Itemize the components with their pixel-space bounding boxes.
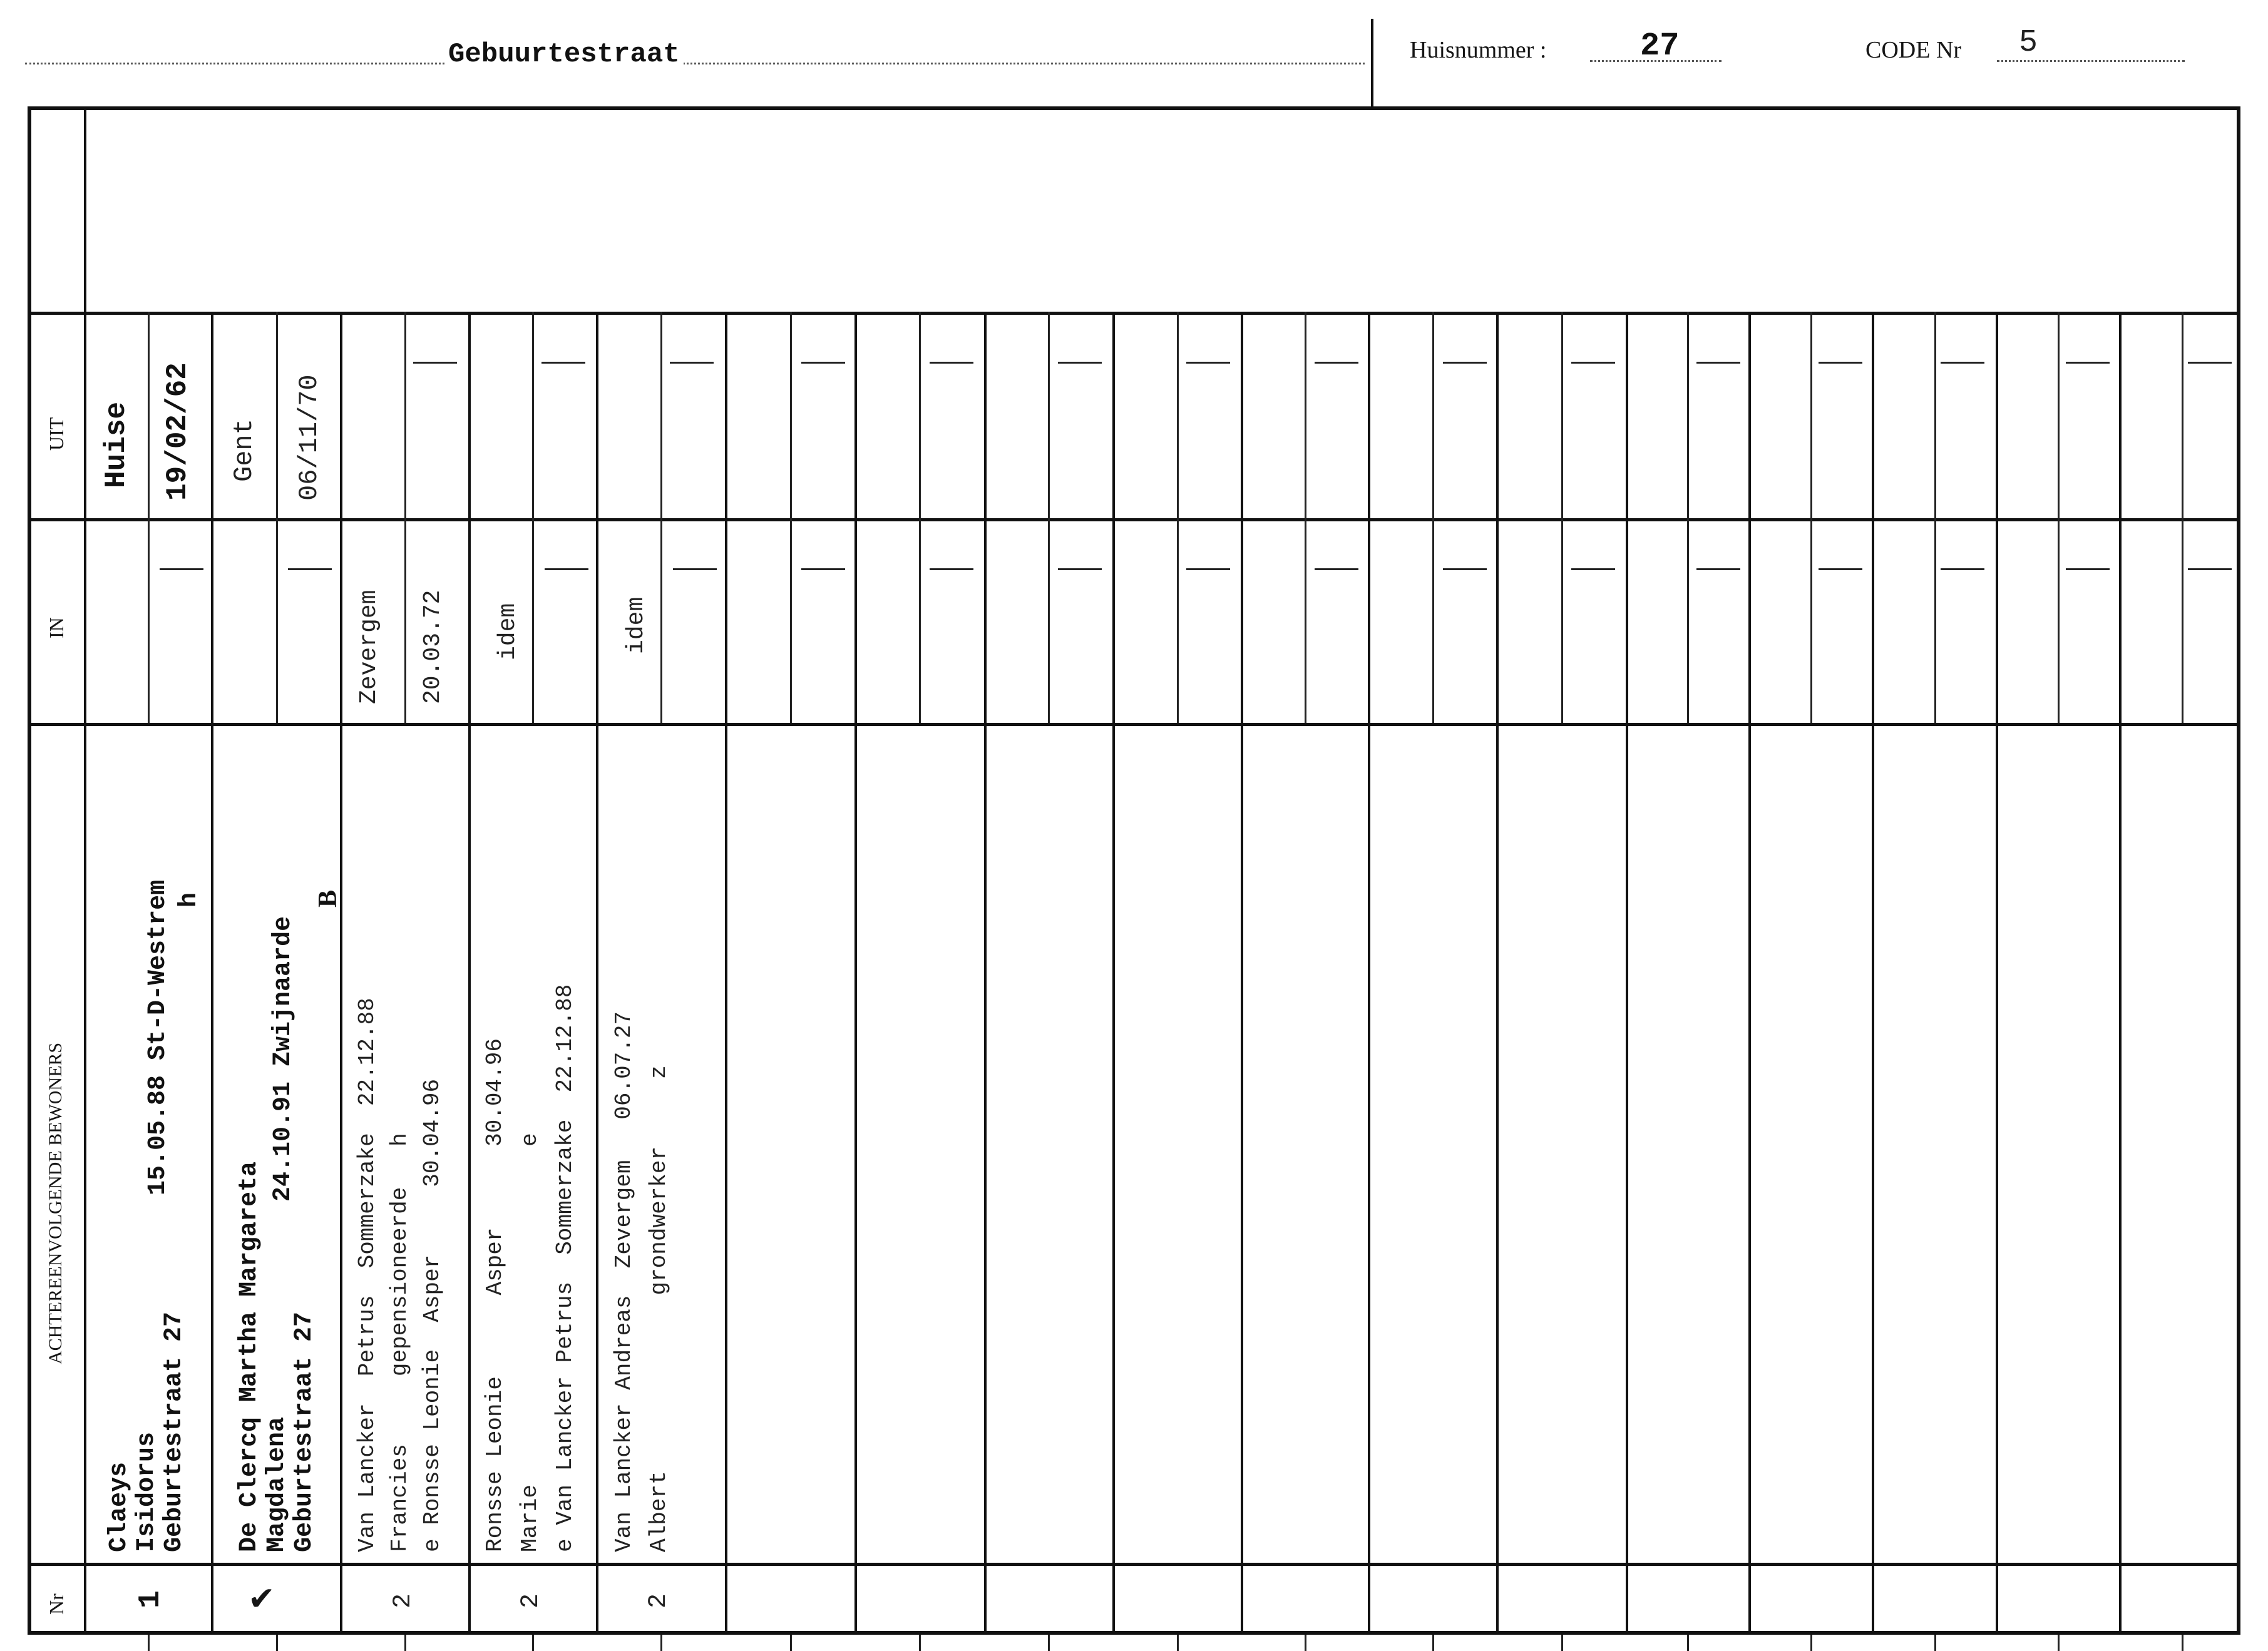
sub-column-divider (1432, 312, 1434, 723)
row-label-residents: ACHTEREENVOLGENDE BEWONERS (45, 1042, 66, 1364)
uit-empty-dash (1819, 362, 1862, 364)
column-divider (211, 312, 213, 1635)
entry-1-mark: h (175, 892, 203, 907)
in-empty-dash (1571, 568, 1615, 570)
sub-column-divider (919, 312, 921, 723)
in-empty-dash (1058, 568, 1102, 570)
entry-5-resident-line-2: Albert grondwerker z (646, 1065, 672, 1552)
bottom-tick (1177, 1635, 1179, 1651)
entry-2-resident-line-2: Magdalena (263, 1416, 291, 1552)
bottom-tick (1934, 1635, 1936, 1651)
row-label-in: IN (45, 617, 68, 638)
entry-1-resident-line-1: Claeys (105, 1461, 133, 1552)
bottom-tick (1561, 1635, 1563, 1651)
header-divider (1371, 19, 1373, 106)
column-divider (1112, 312, 1115, 1635)
bottom-tick (2182, 1635, 2183, 1651)
uit-empty-dash (1941, 362, 1984, 364)
sub-column-divider (2058, 312, 2060, 723)
sub-column-divider (1561, 312, 1563, 723)
entry-4-nr: 2 (517, 1593, 545, 1608)
entry-4-resident-line-2: Marie e (517, 1133, 543, 1552)
entry-4-in-place: idem (495, 603, 521, 660)
sub-column-divider (1305, 312, 1306, 723)
uit-empty-dash (2066, 362, 2110, 364)
in-empty-dash (160, 568, 203, 570)
bottom-tick (532, 1635, 534, 1651)
in-empty-dash (930, 568, 973, 570)
entry-3-in-place: Zevergem (356, 590, 382, 704)
in-empty-dash (1443, 568, 1487, 570)
uit-empty-dash (1696, 362, 1740, 364)
entry-2-uit-date: 06/11/70 (294, 374, 324, 501)
bottom-tick (2058, 1635, 2060, 1651)
in-empty-dash (288, 568, 332, 570)
entry-4-resident-line-3: e Van Lancker Petrus Sommerzake 22.12.88 (552, 984, 578, 1552)
entry-3-resident-line-3: e Ronsse Leonie Asper 30.04.96 (419, 1078, 445, 1552)
in-empty-dash (1186, 568, 1230, 570)
sub-column-divider (2182, 312, 2183, 723)
in-empty-dash (673, 568, 717, 570)
in-empty-dash (1696, 568, 1740, 570)
entry-1-nr: 1 (134, 1590, 168, 1608)
row-rule-uit-in (28, 518, 2240, 521)
uit-empty-dash (930, 362, 973, 364)
sub-column-divider (1177, 312, 1179, 723)
sub-column-divider (1810, 312, 1812, 723)
in-empty-dash (2066, 568, 2110, 570)
entry-1-birth: 15.05.88 St-D-Westrem (144, 879, 172, 1195)
row-rule-top (28, 312, 2240, 315)
entry-2-uit-place: Gent (229, 419, 259, 482)
entry-3-resident-line-1: Van Lancker Petrus Sommerzake 22.12.88 (354, 998, 380, 1552)
row-label-nr: Nr (45, 1593, 68, 1615)
column-divider (984, 312, 987, 1635)
column-divider (1368, 312, 1370, 1635)
uit-empty-dash (1571, 362, 1615, 364)
bottom-tick (1687, 1635, 1689, 1651)
in-empty-dash (1819, 568, 1862, 570)
label-column-divider (84, 106, 86, 1635)
column-divider (854, 312, 857, 1635)
entry-3-resident-line-2: Francies gepensioneerde h (387, 1133, 413, 1552)
entry-4-resident-line-1: Ronsse Leonie Asper 30.04.96 (482, 1038, 508, 1552)
sub-column-divider (790, 312, 792, 723)
house-number-value: 27 (1640, 28, 1680, 64)
house-number-label: Huisnummer : (1410, 37, 1547, 63)
entry-5-in-place: idem (623, 596, 650, 654)
entry-1-uit-place: Huise (100, 401, 133, 488)
entry-3-nr: 2 (389, 1593, 418, 1608)
bottom-tick (148, 1635, 150, 1651)
bottom-tick (919, 1635, 921, 1651)
entry-2-check-mark: ✔ (248, 1580, 275, 1618)
street-dotted-line (25, 56, 1365, 64)
uit-empty-dash (1186, 362, 1230, 364)
entry-2-mark: B (314, 889, 342, 907)
column-divider (1872, 312, 1874, 1635)
uit-empty-dash (413, 362, 457, 364)
in-empty-dash (545, 568, 588, 570)
bottom-tick (660, 1635, 662, 1651)
in-empty-dash (1941, 568, 1984, 570)
sub-column-divider (1934, 312, 1936, 723)
in-empty-dash (801, 568, 845, 570)
sub-column-divider (148, 312, 150, 723)
code-label: CODE Nr (1865, 37, 1962, 63)
column-divider (1748, 312, 1751, 1635)
column-divider (2119, 312, 2122, 1635)
row-label-uit: UIT (45, 417, 68, 451)
in-empty-dash (1315, 568, 1358, 570)
column-divider (1241, 312, 1243, 1635)
entry-3-in-date: 20.03.72 (419, 590, 446, 704)
column-divider (468, 312, 471, 1635)
uit-empty-dash (2188, 362, 2232, 364)
column-divider (1996, 312, 1998, 1635)
uit-empty-dash (541, 362, 585, 364)
code-value: 5 (2019, 25, 2038, 61)
entry-1-uit-date: 19/02/62 (162, 362, 194, 501)
in-empty-dash (2188, 568, 2232, 570)
sub-column-divider (404, 312, 406, 723)
column-divider (340, 312, 342, 1635)
entry-2-birth: 24.10.91 Zwijnaarde (269, 916, 297, 1202)
row-rule-in-residents (28, 723, 2240, 726)
sub-column-divider (276, 312, 278, 723)
uit-empty-dash (1443, 362, 1487, 364)
entry-1-resident-line-3: Geburtestraat 27 (160, 1311, 188, 1552)
bottom-tick (404, 1635, 406, 1651)
sub-column-divider (1048, 312, 1050, 723)
column-divider (596, 312, 598, 1635)
uit-empty-dash (1315, 362, 1358, 364)
entry-2-resident-line-3: Geburtestraat 27 (290, 1311, 319, 1552)
sub-column-divider (532, 312, 534, 723)
uit-empty-dash (1058, 362, 1102, 364)
column-divider (725, 312, 727, 1635)
entry-5-nr: 2 (645, 1593, 673, 1608)
entry-5-resident-line-1: Van Lancker Andreas Zevergem 06.07.27 (611, 1011, 637, 1552)
bottom-tick (1432, 1635, 1434, 1651)
entry-1-resident-line-2: Isidorus (133, 1431, 161, 1552)
bottom-tick (1810, 1635, 1812, 1651)
entry-2-resident-line-1: De Clercq Martha Margareta (235, 1161, 264, 1552)
street-name: Gebuurtestraat (444, 39, 684, 70)
row-rule-residents-nr (28, 1563, 2240, 1566)
bottom-tick (790, 1635, 792, 1651)
sub-column-divider (1687, 312, 1689, 723)
uit-empty-dash (801, 362, 845, 364)
bottom-tick (1048, 1635, 1050, 1651)
bottom-tick (1305, 1635, 1306, 1651)
column-divider (1626, 312, 1628, 1635)
column-divider (1496, 312, 1499, 1635)
sub-column-divider (660, 312, 662, 723)
uit-empty-dash (670, 362, 714, 364)
bottom-tick (276, 1635, 278, 1651)
